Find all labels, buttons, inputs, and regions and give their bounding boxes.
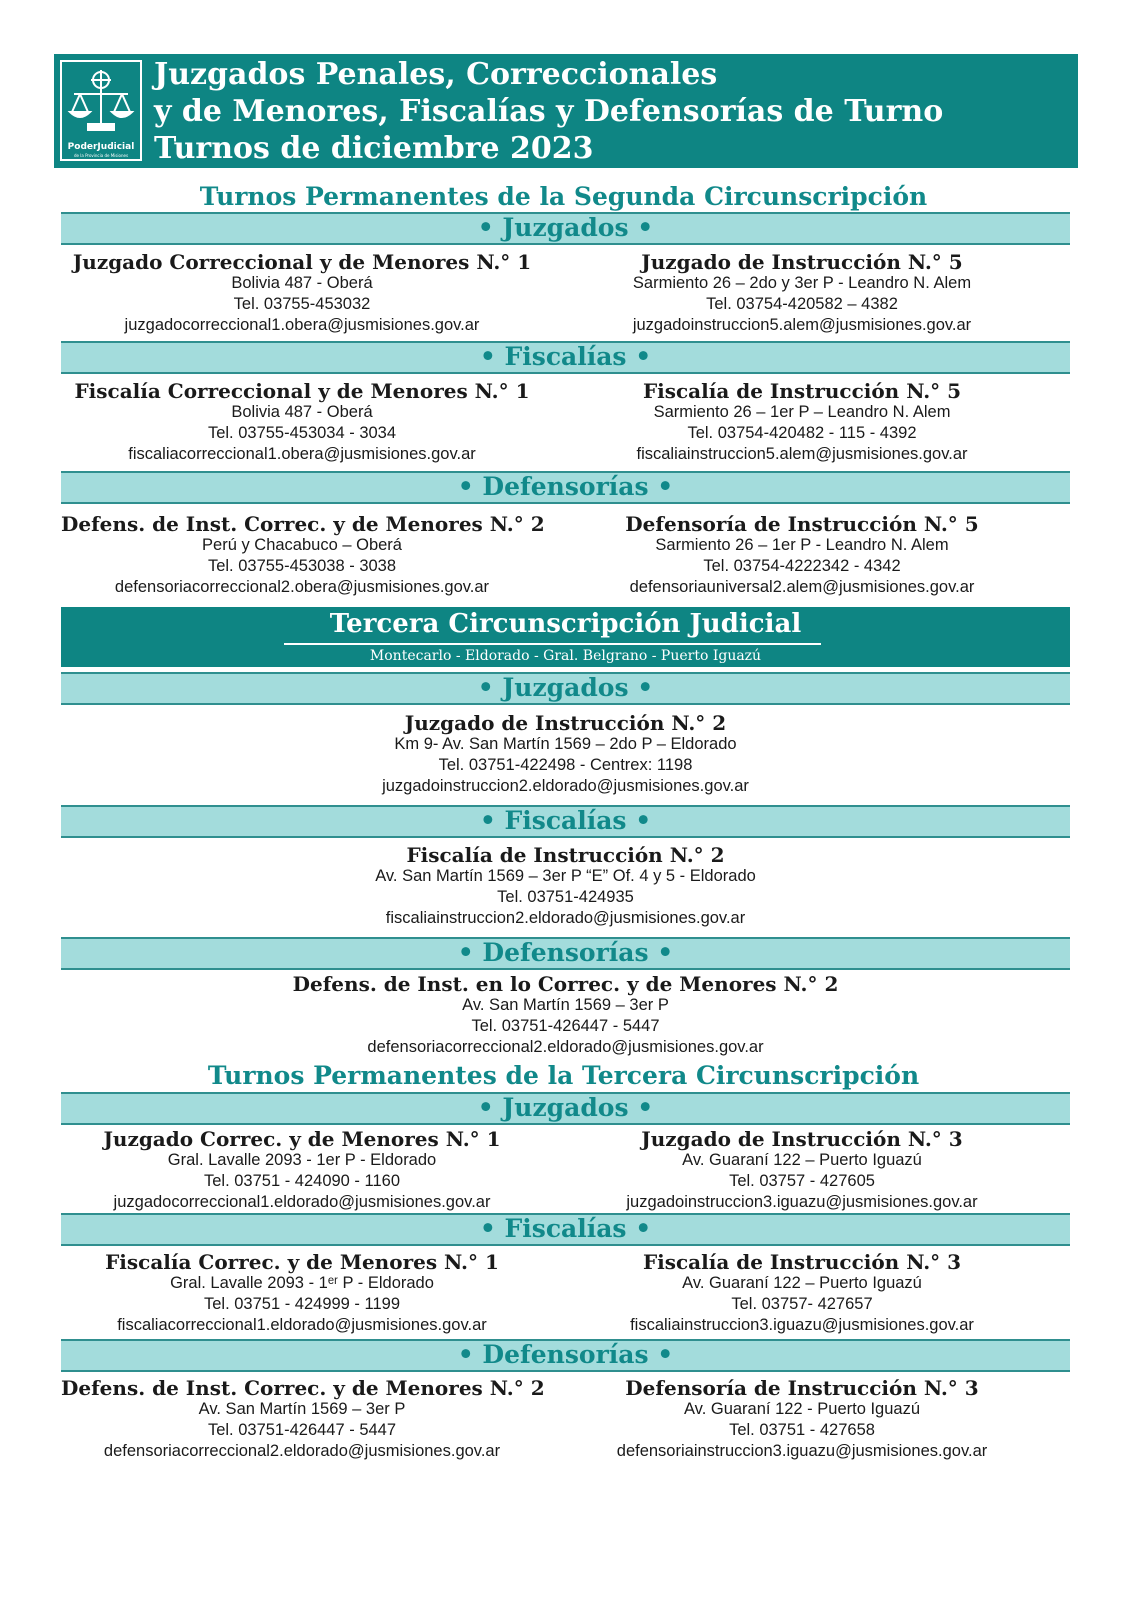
entry-address: Perú y Chacabuco – Oberá xyxy=(202,536,402,554)
entry-name: Juzgado de Instrucción N.° 3 xyxy=(641,1127,963,1151)
entry-email: defensoriainstruccion3.iguazu@jusmisiones.gov.ar xyxy=(616,1442,988,1460)
entry-address: Sarmiento 26 – 1er P - Leandro N. Alem xyxy=(655,536,949,554)
entry-fiscalia-instruccion-3-iguazu xyxy=(560,1251,1044,1336)
entry-email: juzgadocorreccional1.eldorado@jusmisiones.gov.ar xyxy=(113,1193,491,1211)
entry-name: Juzgado de Instrucción N.° 2 xyxy=(404,711,727,735)
entry-fiscalia-correccional-1-eldorado xyxy=(61,1251,543,1336)
entry-name: Juzgado Correc. y de Menores N.° 1 xyxy=(103,1127,501,1151)
entry-email: fiscaliacorreccional1.eldorado@jusmisiones.gov.ar xyxy=(117,1316,487,1334)
entry-defensoria-correccional-2-obera xyxy=(61,513,543,598)
entry-juzgado-correccional-1-obera xyxy=(61,251,543,336)
entry-email: fiscaliainstruccion5.alem@jusmisiones.gov.ar xyxy=(636,445,968,463)
entry-phone: Tel. 03751-426447 - 5447 xyxy=(207,1421,397,1439)
entry-fiscalia-correccional-1-obera xyxy=(61,380,543,465)
entry-address: Gral. Lavalle 2093 - 1ᵉʳ P - Eldorado xyxy=(170,1274,434,1292)
entry-name: Defens. de Inst. Correc. y de Menores N.° 2 xyxy=(61,512,545,536)
entry-address: Av. Guaraní 122 – Puerto Iguazú xyxy=(682,1274,922,1292)
entry-address: Av. San Martín 1569 – 3er P xyxy=(462,996,669,1014)
entry-phone: Tel. 03757- 427657 xyxy=(731,1295,873,1313)
bar-juzgados-segunda: • Juzgados • xyxy=(61,212,1070,245)
entry-phone: Tel. 03755-453038 - 3038 xyxy=(207,557,397,575)
entry-phone: Tel. 03751 - 424999 - 1199 xyxy=(203,1295,400,1313)
entry-phone: Tel. 03751 - 427658 xyxy=(729,1421,875,1439)
entry-email: juzgadoinstruccion5.alem@jusmisiones.gov.ar xyxy=(632,316,972,334)
bar-fiscalias-tercera: • Fiscalías • xyxy=(61,805,1070,838)
entry-phone: Tel. 03754-4222342 - 4342 xyxy=(703,557,901,575)
entry-juzgado-instruccion-3-iguazu xyxy=(560,1128,1044,1213)
entry-name: Defens. de Inst. en lo Correc. y de Menores N.° 2 xyxy=(292,972,839,996)
entry-name: Defens. de Inst. Correc. y de Menores N.° 2 xyxy=(61,1376,545,1400)
entry-email: defensoriacorreccional2.obera@jusmisiones.gov.ar xyxy=(114,578,490,596)
entry-address: Bolivia 487 - Oberá xyxy=(231,274,373,292)
entry-name: Fiscalía Correccional y de Menores N.° 1 xyxy=(74,379,530,403)
bar-fiscalias-permanentes: • Fiscalías • xyxy=(61,1213,1070,1246)
entry-email: fiscaliainstruccion2.eldorado@jusmisiones.gov.ar xyxy=(385,909,746,927)
entry-phone: Tel. 03751-424935 xyxy=(497,888,634,906)
entry-email: defensoriacorreccional2.eldorado@jusmisiones.gov.ar xyxy=(367,1038,764,1056)
entry-address: Av. San Martín 1569 – 3er P “E” Of. 4 y 5 - Eldorado xyxy=(375,867,756,885)
entry-address: Km 9- Av. San Martín 1569 – 2do P – Eldorado xyxy=(394,735,737,753)
title-line-3: Turnos de diciembre 2023 xyxy=(154,131,594,166)
entry-phone: Tel. 03757 - 427605 xyxy=(729,1172,875,1190)
entry-email: fiscaliacorreccional1.obera@jusmisiones.gov.ar xyxy=(128,445,476,463)
entry-fiscalia-instruccion-5-alem xyxy=(560,380,1044,465)
bar-juzgados-permanentes: • Juzgados • xyxy=(61,1092,1070,1125)
entry-phone: Tel. 03754-420482 - 115 - 4392 xyxy=(687,424,917,442)
entry-phone: Tel. 03751-426447 - 5447 xyxy=(471,1017,660,1035)
entry-address: Gral. Lavalle 2093 - 1er P - Eldorado xyxy=(167,1151,437,1169)
entry-address: Sarmiento 26 – 1er P – Leandro N. Alem xyxy=(653,403,951,421)
entry-name: Juzgado Correccional y de Menores N.° 1 xyxy=(72,250,532,274)
entry-email: juzgadoinstruccion2.eldorado@jusmisiones.gov.ar xyxy=(382,777,749,795)
logo-subtext: de la Provincia de Misiones xyxy=(73,153,129,158)
entry-name: Juzgado de Instrucción N.° 5 xyxy=(641,250,963,274)
tercera-banner xyxy=(61,607,1070,667)
entry-name: Fiscalía de Instrucción N.° 3 xyxy=(642,1250,962,1274)
entry-defensoria-instruccion-3-iguazu xyxy=(560,1377,1044,1462)
bar-fiscalias-segunda: • Fiscalías • xyxy=(61,341,1070,374)
title-line-2: y de Menores, Fiscalías y Defensorías de Turno xyxy=(154,94,944,129)
bar-defensorias-tercera: • Defensorías • xyxy=(61,937,1070,970)
entry-address: Sarmiento 26 – 2do y 3er P - Leandro N. Alem xyxy=(632,274,972,292)
bar-defensorias-segunda: • Defensorías • xyxy=(61,471,1070,504)
entry-name: Fiscalía de Instrucción N.° 5 xyxy=(642,379,962,403)
page-title xyxy=(154,56,943,167)
entry-email: defensoriauniversal2.alem@jusmisiones.gov.ar xyxy=(629,578,975,596)
scales-of-justice-icon xyxy=(66,66,136,138)
entry-defensoria-correccional-2-eldorado xyxy=(61,973,1070,1058)
entry-email: juzgadoinstruccion3.iguazu@jusmisiones.gov.ar xyxy=(626,1193,978,1211)
entry-email: fiscaliainstruccion3.iguazu@jusmisiones.gov.ar xyxy=(630,1316,974,1334)
entry-address: Av. Guaraní 122 - Puerto Iguazú xyxy=(683,1400,921,1418)
entry-name: Fiscalía de Instrucción N.° 2 xyxy=(406,843,725,867)
entry-fiscalia-instruccion-2-eldorado xyxy=(61,844,1070,929)
tercera-title: Tercera Circunscripción Judicial xyxy=(329,609,802,639)
entry-address: Av. Guaraní 122 – Puerto Iguazú xyxy=(682,1151,922,1169)
title-line-1: Juzgados Penales, Correccionales xyxy=(154,57,718,92)
page-header xyxy=(54,54,1078,168)
entry-address: Bolivia 487 - Oberá xyxy=(231,403,373,421)
entry-juzgado-correccional-1-eldorado xyxy=(61,1128,543,1213)
bar-juzgados-tercera: • Juzgados • xyxy=(61,672,1070,705)
entry-phone: Tel. 03754-420582 – 4382 xyxy=(706,295,898,313)
entry-name: Defensoría de Instrucción N.° 3 xyxy=(625,1376,979,1400)
divider xyxy=(284,643,821,645)
poder-judicial-logo xyxy=(60,60,142,161)
bar-defensorias-permanentes: • Defensorías • xyxy=(61,1339,1070,1372)
entry-phone: Tel. 03755-453032 xyxy=(233,295,371,313)
entry-phone: Tel. 03751-422498 - Centrex: 1198 xyxy=(438,756,693,774)
section-title-segunda: Turnos Permanentes de la Segunda Circunscripción xyxy=(199,182,928,211)
section-title-permanentes-tercera: Turnos Permanentes de la Tercera Circunscripción xyxy=(207,1061,920,1090)
entry-defensoria-correccional-2-eldorado-perm xyxy=(61,1377,543,1462)
entry-name: Defensoría de Instrucción N.° 5 xyxy=(625,512,979,536)
logo-text: PoderJudicial xyxy=(67,142,135,152)
entry-name: Fiscalía Correc. y de Menores N.° 1 xyxy=(105,1250,499,1274)
entry-juzgado-instruccion-2-eldorado xyxy=(61,712,1070,797)
entry-address: Av. San Martín 1569 – 3er P xyxy=(198,1400,406,1418)
entry-email: juzgadocorreccional1.obera@jusmisiones.gov.ar xyxy=(124,316,480,334)
entry-email: defensoriacorreccional2.eldorado@jusmisiones.gov.ar xyxy=(103,1442,501,1460)
tercera-subtitle: Montecarlo - Eldorado - Gral. Belgrano - Puerto Iguazú xyxy=(369,648,762,664)
entry-phone: Tel. 03755-453034 - 3034 xyxy=(207,424,397,442)
entry-defensoria-instruccion-5-alem xyxy=(560,513,1044,598)
entry-phone: Tel. 03751 - 424090 - 1160 xyxy=(203,1172,400,1190)
entry-juzgado-instruccion-5-alem xyxy=(560,251,1044,336)
